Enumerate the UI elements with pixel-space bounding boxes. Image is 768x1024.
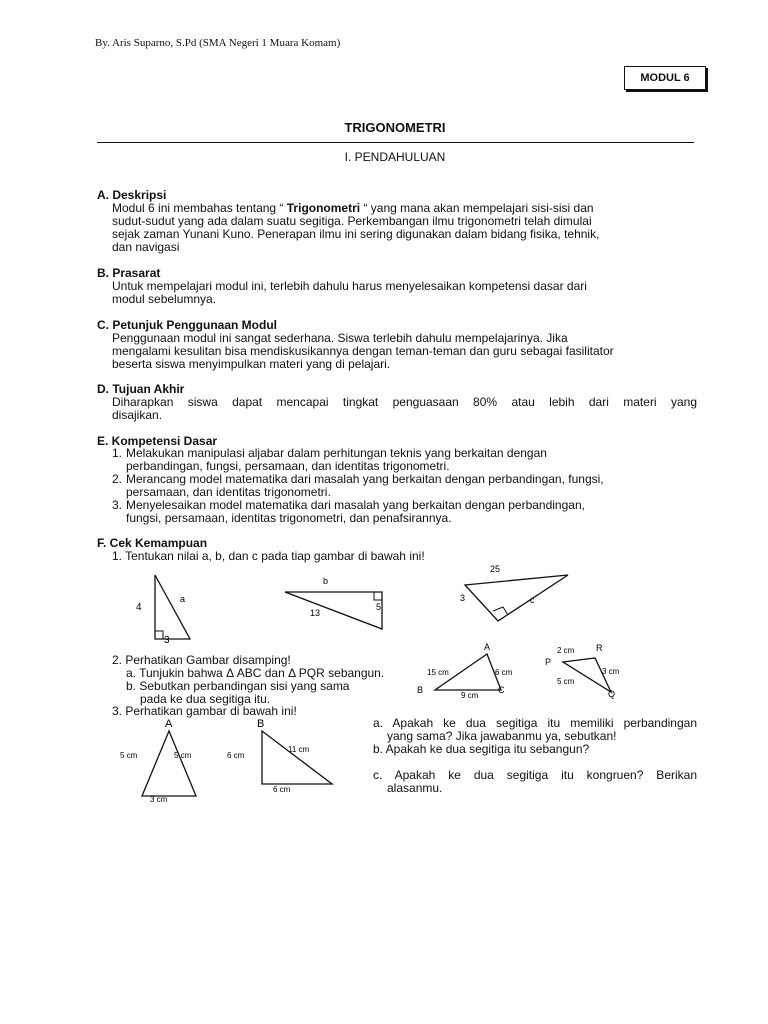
- question-2: [112, 654, 412, 706]
- side-label: 5: [376, 602, 382, 612]
- text-line: modul sebelumnya.: [112, 292, 217, 306]
- bold-term: Trigonometri: [286, 201, 361, 215]
- text-line: disajikan.: [112, 408, 163, 422]
- vertex-label: Q: [608, 689, 616, 699]
- side-label: 6 cm: [227, 751, 245, 760]
- section-a-text: [112, 202, 697, 254]
- page-subtitle: I. PENDAHULUAN: [344, 150, 446, 164]
- right-angle-mark: [155, 631, 163, 639]
- side-label: 3: [164, 635, 170, 645]
- triangle-figures-q1: [120, 565, 690, 645]
- side-label: 5 cm: [120, 751, 138, 760]
- triangle-1: [155, 575, 190, 639]
- question-1: 1. Tentukan nilai a, b, dan c pada tiap gambar di bawah ini!: [112, 549, 425, 563]
- triangle-a: [142, 731, 196, 796]
- vertex-label: A: [484, 642, 491, 652]
- side-label: 2 cm: [557, 646, 575, 655]
- figure-label: B: [257, 718, 265, 730]
- text-line: sejak zaman Yunani Kuno. Penerapan ilmu ini sering digunakan dalam bidang fisika, tehnik,: [112, 227, 600, 241]
- text-line: mengalami kesulitan bisa mendiskusikannya dengan teman-teman dan guru sebagai fasilitator: [112, 344, 614, 358]
- page-title: TRIGONOMETRI: [344, 120, 446, 135]
- side-label: a: [180, 594, 186, 604]
- side-label: 9 cm: [461, 691, 479, 700]
- side-label: 15 cm: [427, 668, 449, 677]
- author-line: By. Aris Suparno, S.Pd (SMA Negeri 1 Muara Komam): [95, 37, 341, 49]
- right-angle-mark: [374, 592, 382, 600]
- text-span: Merancang model matematika dari masalah yang berkaitan dengan perbandingan, fungsi,: [126, 472, 604, 486]
- side-label: 3 cm: [150, 795, 168, 804]
- text-span: Menyelesaikan model matematika dari masalah yang berkaitan dengan perbandingan,: [126, 498, 585, 512]
- side-label: 13: [310, 608, 321, 618]
- text-line: dan navigasi: [112, 240, 180, 254]
- side-label: 3: [460, 593, 466, 603]
- text-line: c. Apakah ke dua segitiga itu kongruen? Berikan: [373, 768, 697, 782]
- side-label: 5 cm: [557, 677, 575, 686]
- vertex-label: B: [417, 685, 424, 695]
- side-label: b: [323, 576, 329, 586]
- question-3: 3. Perhatikan gambar di bawah ini!: [112, 704, 297, 718]
- section-e-heading: E. Kompetensi Dasar: [97, 434, 218, 448]
- section-a-heading: A. Deskripsi: [97, 188, 167, 202]
- text-line: pada ke dua segitiga itu.: [140, 692, 271, 706]
- triangle-3: [465, 575, 568, 621]
- side-label: 4: [136, 602, 142, 613]
- competency-list: [112, 447, 697, 525]
- text-line: Diharapkan siswa dapat mencapai tingkat penguasaan 80% atau lebih dari materi yang: [112, 395, 697, 409]
- section-d-heading: D. Tujuan Akhir: [97, 382, 185, 396]
- triangle-2: [285, 592, 382, 629]
- text-line: alasanmu.: [387, 781, 443, 795]
- vertex-label: P: [545, 657, 552, 667]
- section-b-text: [112, 280, 697, 306]
- section-c-text: [112, 332, 697, 371]
- text-line: b. Apakah ke dua segitiga itu sebangun?: [373, 742, 590, 756]
- similar-triangles-figure: [405, 640, 635, 705]
- text-line: a. Tunjukin bahwa Δ ABC dan Δ PQR sebangun.: [126, 666, 385, 680]
- text-line: beserta siswa menyimpulkan materi yang di pelajari.: [112, 357, 391, 371]
- side-label: 5 cm: [174, 751, 192, 760]
- text-line: persamaan, dan identitas trigonometri.: [126, 485, 331, 499]
- text-line: Untuk mempelajari modul ini, terlebih dahulu harus menyelesaikan kompetensi dasar dari: [112, 279, 587, 293]
- side-label: 6 cm: [495, 668, 513, 677]
- triangle-b: [262, 731, 332, 784]
- text-line: 2. Perhatikan Gambar disamping!: [112, 653, 291, 667]
- text-line: yang sama? Jika jawabanmu ya, sebutkan!: [387, 729, 617, 743]
- vertex-label: C: [498, 685, 505, 695]
- side-label: 25: [490, 565, 501, 574]
- section-f-heading: F. Cek Kemampuan: [97, 536, 208, 550]
- figure-label: A: [165, 718, 173, 730]
- text-line: b. Sebutkan perbandingan sisi yang sama: [126, 679, 350, 693]
- text-line: fungsi, persamaan, identitas trigonometri, dan penafsirannya.: [126, 511, 452, 525]
- section-d-text: [112, 396, 697, 422]
- right-angle-mark: [493, 607, 508, 615]
- item-number: 1.: [112, 446, 123, 460]
- text-span: “ yang mana akan mempelajari sisi-sisi dan: [360, 201, 594, 215]
- side-label: 6 cm: [273, 785, 291, 794]
- side-label: c: [530, 595, 535, 605]
- text-span: Modul 6 ini membahas tentang “: [112, 201, 287, 215]
- triangle-figures-q3: [112, 716, 352, 808]
- text-line: Penggunaan modul ini sangat sederhana. Siswa terlebih dahulu mempelajarinya. Jika: [112, 331, 568, 345]
- title-divider: [97, 142, 694, 143]
- module-badge: MODUL 6: [624, 66, 706, 90]
- text-line: sudut-sudut yang ada dalam suatu segitiga. Perkembangan ilmu trigonometri telah dimulai: [112, 214, 592, 228]
- item-number: 2.: [112, 472, 123, 486]
- text-line: perbandingan, fungsi, persamaan, dan identitas trigonometri.: [126, 459, 450, 473]
- side-label: 11 cm: [288, 745, 310, 754]
- vertex-label: R: [596, 643, 603, 653]
- side-label: 3 cm: [602, 667, 620, 676]
- text-line: a. Apakah ke dua segitiga itu memiliki perbandingan: [373, 716, 697, 730]
- item-number: 3.: [112, 498, 123, 512]
- section-b-heading: B. Prasarat: [97, 266, 161, 280]
- section-c-heading: C. Petunjuk Penggunaan Modul: [97, 318, 277, 332]
- question-3-subquestions: [373, 717, 697, 795]
- text-span: Melakukan manipulasi aljabar dalam perhitungan teknis yang berkaitan dengan: [126, 446, 547, 460]
